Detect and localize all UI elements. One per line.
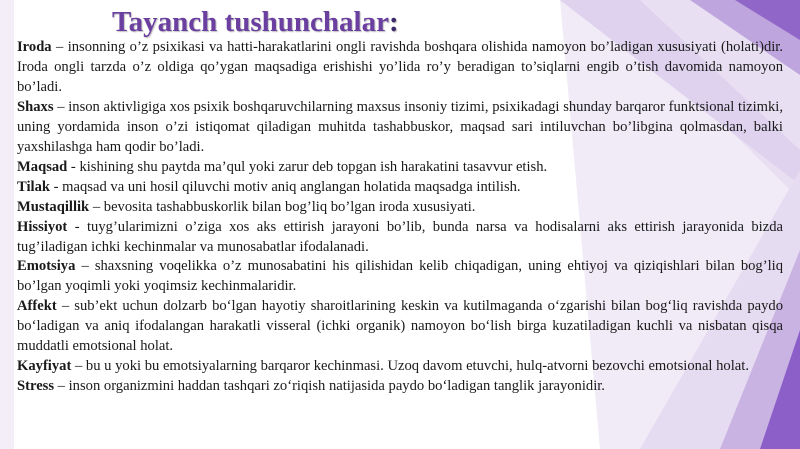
definition-text: tuyg’ularimizni o’ziga xos aks ettirish jarayoni bo’lib, bunda narsa va hodisalarni aks ettirish jarayonida bizda tug’iladigan ichki kechinmalar va munosabatlar ifodalanadi.: [17, 218, 783, 255]
definition-term: Kayfiyat: [17, 358, 72, 375]
definition-item: [17, 158, 783, 178]
definition-item: [17, 257, 783, 297]
definition-text: bevosita tashabbuskorlik bilan bog’liq bo’lgan iroda xususiyati.: [103, 198, 476, 215]
slide-title-text: Tayanch tushunchalar: [112, 6, 389, 38]
definition-term: Stress: [17, 378, 55, 395]
definition-item: [17, 357, 783, 377]
definition-text: sub’ekt uchun dolzarb bo‘lgan hayotiy sharoitlarining keskin va kutilmaganda o‘zgarishi bilan bog‘liq ravishda paydo bo‘ladigan va aniq ifodalangan harakatli visseral (ichki organik) namoyon bo‘lish birga kuzatiladigan kuchli va nisbatan qisqa muddatli emotsional holat.: [17, 298, 784, 355]
slide-title-colon: :: [388, 6, 399, 38]
definition-separator: –: [53, 98, 69, 115]
definition-item: [17, 218, 783, 258]
definition-term: Affekt: [17, 298, 57, 315]
definition-term: Maqsad: [17, 158, 68, 175]
definition-text: insonning o’z psixikasi va hatti-harakatlarini ongli ravishda boshqara olishida namoyon bo’ladigan xususiyati (holati)dir. Iroda ongli tarzda o’z oldiga qo’ygan maqsadiga erishishi yo’lida ro’y beradigan to’siqlarni engib o’tish davomida namoyon bo’ladi.: [17, 39, 784, 95]
definition-text: inson aktivligiga xos psixik boshqaruvchilarning maxsus insoniy tizimi, psixikadagi shunday barqaror funktsional tizimki, uning yordamida inson o’zi istiqomat qiladigan muhitda tashabbuskor, maqsad sari intiluvchan bo’libgina qolmasdan, balki yaxshilashga ham qodir bo’ladi.: [17, 98, 784, 155]
definition-item: [17, 38, 783, 98]
definition-term: Iroda: [17, 39, 52, 55]
definition-separator: –: [71, 358, 86, 375]
definition-item: [17, 98, 783, 158]
definition-term: Emotsiya: [17, 258, 76, 275]
definition-separator: –: [54, 378, 69, 395]
definition-item: [17, 297, 783, 357]
definition-item: [17, 198, 783, 218]
definition-separator: –: [51, 39, 68, 55]
definition-term: Mustaqillik: [17, 198, 90, 215]
definition-term: Tilak: [17, 178, 50, 195]
definition-text: inson organizmini haddan tashqari zo‘riqish natijasida paydo bo‘ladigan tanglik jarayonidir.: [68, 378, 605, 395]
definition-text: bu u yoki bu emotsiyalarning barqaror kechinmasi. Uzoq davom etuvchi, hulq-atvorni bezovchi emotsional holat.: [85, 358, 749, 375]
definition-separator: –: [89, 198, 104, 215]
definition-separator: –: [56, 298, 75, 315]
slide-title: [112, 4, 399, 40]
definition-term: Hissiyot: [17, 218, 68, 235]
definition-separator: -: [67, 218, 87, 235]
definition-separator: -: [67, 158, 80, 175]
definition-text: kishining shu paytda ma’qul yoki zarur deb topgan ish harakatini tasavvur etish.: [79, 158, 548, 175]
definition-item: [17, 377, 783, 397]
definition-separator: –: [75, 258, 95, 275]
definition-term: Shaxs: [17, 98, 54, 115]
definition-text: shaxsning voqelikka o’z munosabatini his qilishidan kelib chiqadigan, uning ehtiyoj va qiziqishlari bilan bog’liq bo’lgan yoqimli yoki yoqimsiz kechinmalaridir.: [17, 258, 783, 295]
definition-text: maqsad va uni hosil qiluvchi motiv aniq anglangan holatida maqsadga intilish.: [62, 178, 521, 195]
definition-separator: -: [50, 178, 63, 195]
definition-item: [17, 178, 783, 198]
definitions-list: [17, 38, 783, 397]
